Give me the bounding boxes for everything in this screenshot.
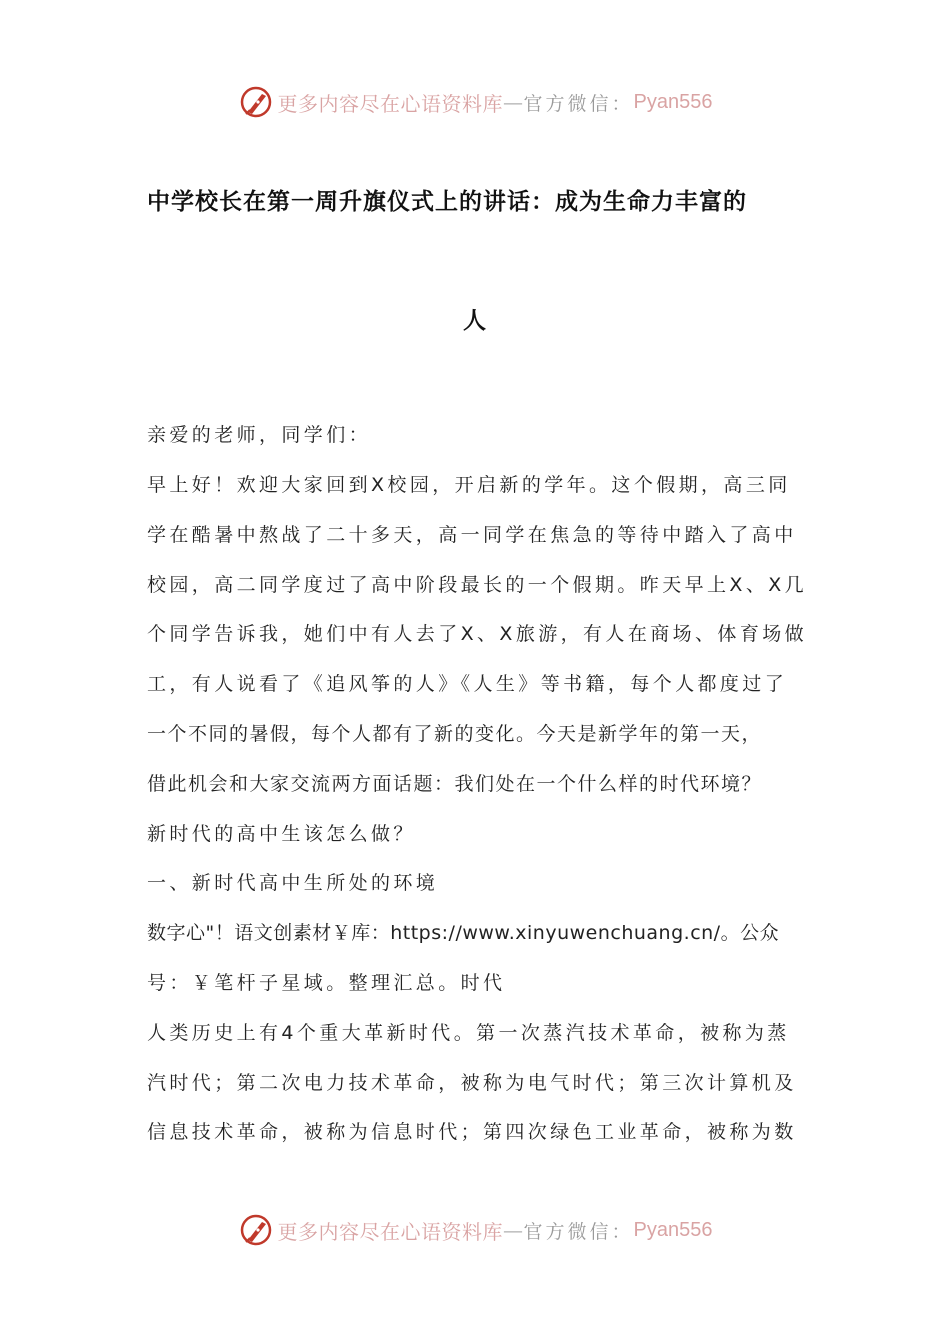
section-heading: 一、新时代高中生所处的环境 — [147, 872, 439, 894]
banner-text: 更多内容尽在心语资料库 — [277, 91, 503, 116]
banner-official-label: 官方微信： — [523, 92, 634, 115]
document-title-line-1: 中学校长在第一周升旗仪式上的讲话：成为生命力丰富的 — [147, 189, 747, 215]
body-line: 工，有人说看了《追风筝的人》《人生》等书籍，每个人都度过了 — [147, 673, 788, 695]
document-title-line-2: 人 — [463, 308, 487, 334]
banner-wechat-id: Pyan556 — [633, 1218, 713, 1241]
banner-official-label: 官方微信： — [523, 1220, 634, 1243]
banner-wechat-id: Pyan556 — [633, 90, 713, 113]
body-line: 人类历史上有4个重大革新时代。第一次蒸汽技术革命，被称为蒸 — [147, 1022, 790, 1044]
pen-nib-logo-icon — [238, 1212, 274, 1248]
body-line: 校园，高二同学度过了高中阶段最长的一个假期。昨天早上X、X几 — [147, 574, 808, 596]
body-line: 号：￥笔杆子星域。整理汇总。时代 — [147, 972, 506, 994]
header-watermark-banner — [0, 80, 950, 124]
banner-dash: — — [503, 90, 524, 114]
body-line: 借此机会和大家交流两方面话题：我们处在一个什么样的时代环境？ — [147, 773, 763, 795]
pen-nib-logo-icon — [238, 84, 274, 120]
banner-dash: — — [503, 1218, 524, 1242]
footer-watermark-banner — [0, 1208, 950, 1252]
banner-text: 更多内容尽在心语资料库 — [277, 1219, 503, 1244]
body-line: 早上好！欢迎大家回到X校园，开启新的学年。这个假期，高三同 — [147, 474, 791, 496]
body-line: 学在酷暑中熬战了二十多天，高一同学在焦急的等待中踏入了高中 — [147, 524, 797, 546]
body-line: 个同学告诉我，她们中有人去了X、X旅游，有人在商场、体育场做 — [147, 623, 808, 645]
salutation: 亲爱的老师，同学们： — [147, 424, 372, 446]
body-line: 新时代的高中生该怎么做？ — [147, 823, 416, 845]
body-line: 汽时代；第二次电力技术革命，被称为电气时代；第三次计算机及 — [147, 1072, 797, 1094]
body-line: 一个不同的暑假，每个人都有了新的变化。今天是新学年的第一天， — [147, 723, 763, 745]
body-line: 信息技术革命，被称为信息时代；第四次绿色工业革命，被称为数 — [147, 1121, 797, 1143]
body-line-with-url: 数字心"！语文创素材￥库：https://www.xinyuwenchuang.cn/。公众 — [147, 922, 780, 944]
